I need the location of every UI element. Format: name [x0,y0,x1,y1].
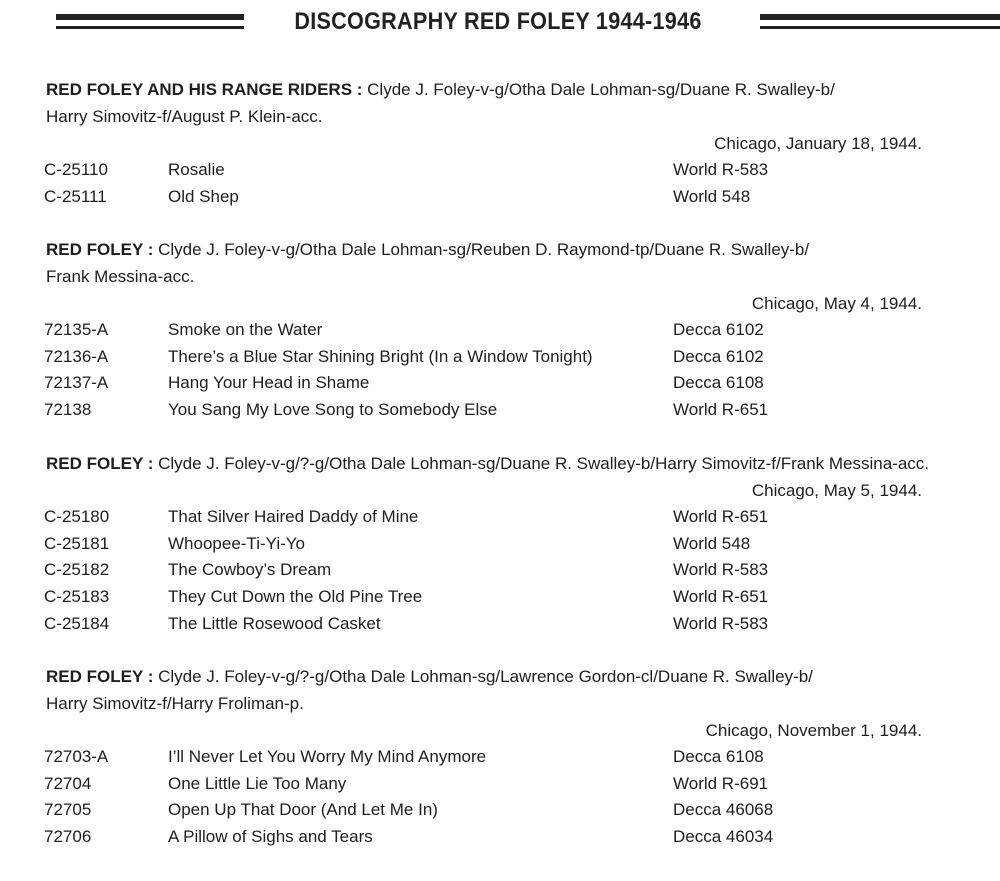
issue-number: World R-691 [673,773,769,793]
matrix-number: 72138 [44,400,92,420]
matrix-number: 72706 [44,827,92,847]
session-location-date: Chicago, May 5, 1944. [751,481,922,500]
matrix-number: C-25183 [44,587,110,607]
personnel-line: Harry Simovitz-f/August P. Klein-acc. [46,107,323,126]
matrix-number: C-25182 [44,560,110,580]
matrix-number: C-25181 [44,533,110,553]
song-title: That Silver Haired Daddy of Mine [168,507,419,526]
header-rule-left [56,14,244,34]
song-title: The Little Rosewood Casket [168,613,381,633]
band-name: RED FOLEY : [46,667,154,686]
matrix-number: 72705 [44,800,92,820]
session-location-date: Chicago, May 4, 1944. [751,294,922,313]
song-title: They Cut Down the Old Pine Tree [168,587,423,607]
song-title: You Sang My Love Song to Somebody Else [168,400,498,420]
song-title: Smoke on the Water [168,320,323,339]
issue-number: World 548 [673,186,751,206]
session-4 [0,663,1000,851]
song-title: I’ll Never Let You Worry My Mind Anymore [168,747,487,766]
session-2 [0,236,1000,424]
page-title: DISCOGRAPHY RED FOLEY 1944-1946 [294,8,702,35]
song-title: A Pillow of Sighs and Tears [168,827,373,847]
track-row [0,344,1000,371]
track-row [0,157,1000,184]
track-row [0,557,1000,584]
band-name: RED FOLEY : [46,454,154,473]
song-title: Old Shep [168,186,239,206]
personnel-line: Harry Simovitz-f/Harry Froliman-p. [46,694,304,713]
track-row [0,797,1000,824]
matrix-number: 72704 [44,773,92,793]
song-title: One Little Lie Too Many [168,773,347,793]
matrix-number: C-25111 [44,186,107,206]
matrix-number: 72136-A [44,346,109,366]
session-personnel [46,450,966,477]
issue-number: Decca 6102 [673,320,764,339]
track-row [0,370,1000,397]
matrix-number: 72703-A [44,747,109,766]
personnel-line: Clyde J. Foley-v-g/Otha Dale Lohman-sg/Duane R. Swalley-b/ [362,80,835,99]
song-title: Whoopee-Ti-Yi-Yo [168,533,306,553]
band-name: RED FOLEY AND HIS RANGE RIDERS : [46,80,363,99]
issue-number: Decca 46068 [673,800,774,820]
issue-number: World R-583 [673,560,769,580]
matrix-number: C-25180 [44,507,110,526]
session-location-date: Chicago, January 18, 1944. [714,134,922,153]
personnel-line: Clyde J. Foley-v-g/Otha Dale Lohman-sg/Reuben D. Raymond-tp/Duane R. Swalley-b/ [153,240,810,259]
track-row [0,317,1000,344]
session-location-date: Chicago, November 1, 1944. [705,721,922,740]
issue-number: Decca 6108 [673,373,764,393]
page-header [0,0,1000,50]
issue-number: Decca 6102 [673,346,764,366]
song-title: There’s a Blue Star Shining Bright (In a Window Tonight) [168,346,593,366]
matrix-number: C-25184 [44,613,110,633]
matrix-number: C-25110 [44,160,108,179]
personnel-line: Clyde J. Foley-v-g/?-g/Otha Dale Lohman-sg/Duane R. Swalley-b/Harry Simovitz-f/Frank Messina-acc. [153,454,930,473]
track-row [0,504,1000,531]
issue-number: World R-583 [673,160,769,179]
issue-number: World 548 [673,533,751,553]
session-personnel [46,76,966,130]
issue-number: World R-651 [673,507,769,526]
personnel-line: Frank Messina-acc. [46,267,195,286]
song-title: Hang Your Head in Shame [168,373,370,393]
issue-number: World R-583 [673,613,769,633]
issue-number: Decca 46034 [673,827,774,847]
track-row [0,611,1000,638]
track-row [0,771,1000,798]
song-title: The Cowboy’s Dream [168,560,332,580]
issue-number: World R-651 [673,587,769,607]
session-personnel [46,236,966,290]
track-row [0,531,1000,558]
matrix-number: 72137-A [44,373,109,393]
song-title: Open Up That Door (And Let Me In) [168,800,438,820]
song-title: Rosalie [168,160,225,179]
track-row [0,824,1000,851]
header-rule-right [760,14,1000,34]
session-1 [0,76,1000,210]
matrix-number: 72135-A [44,320,109,339]
session-3 [0,450,1000,637]
personnel-line: Clyde J. Foley-v-g/?-g/Otha Dale Lohman-sg/Lawrence Gordon-cl/Duane R. Swalley-b/ [153,667,813,686]
issue-number: Decca 6108 [673,747,764,766]
track-row [0,584,1000,611]
session-personnel [46,663,966,717]
track-row [0,184,1000,211]
track-row [0,397,1000,424]
issue-number: World R-651 [673,400,769,420]
track-row [0,744,1000,771]
band-name: RED FOLEY : [46,240,154,259]
